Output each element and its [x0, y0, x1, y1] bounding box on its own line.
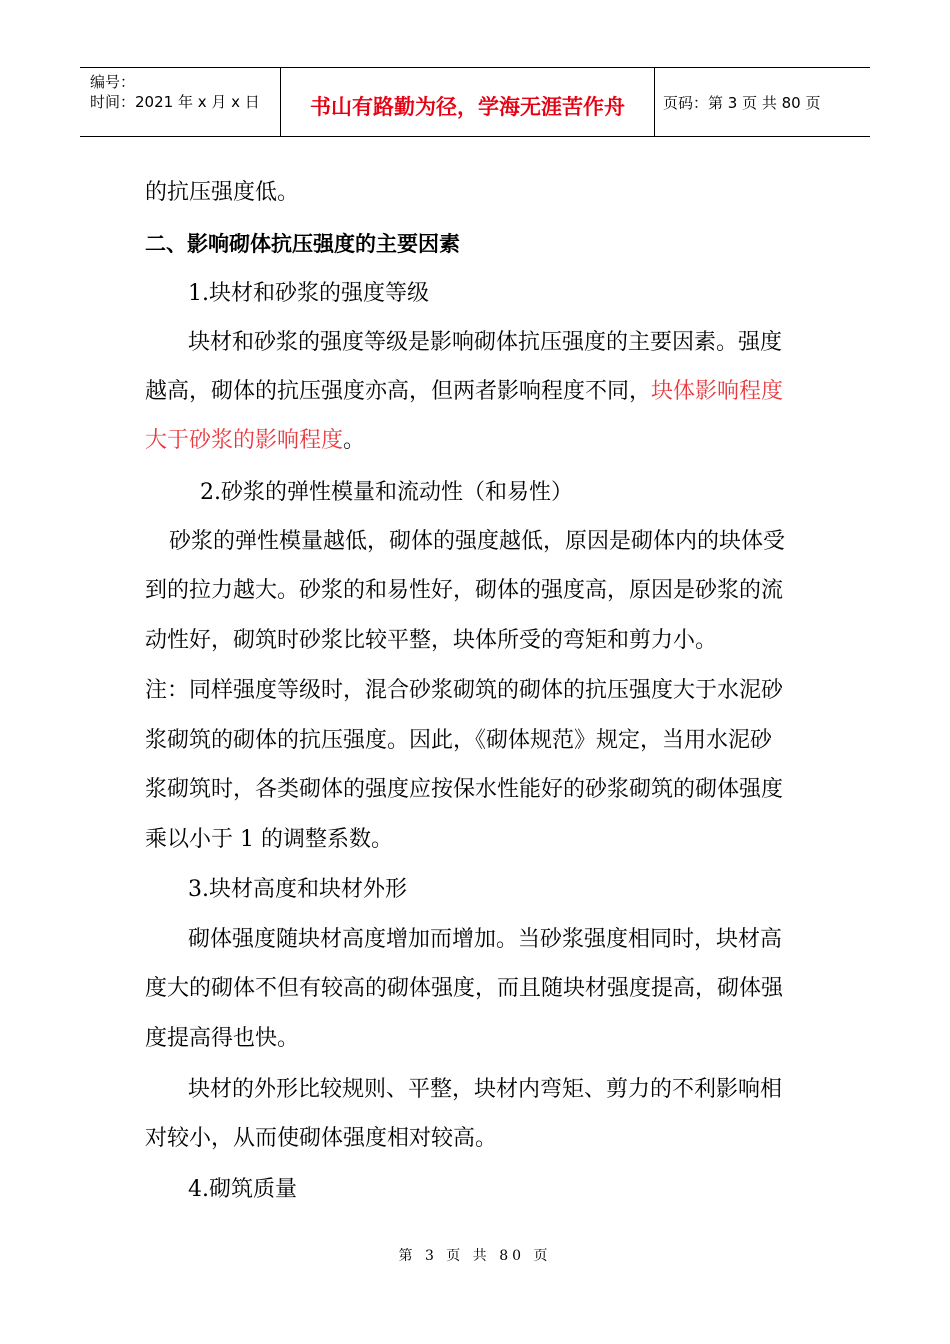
paragraph-line: 的抗压强度低。 — [145, 180, 300, 205]
paragraph-line: 砂浆的弹性模量越低，砌体的强度越低，原因是砌体内的块体受 — [169, 529, 786, 554]
doc-number-label: 编号： — [90, 73, 136, 91]
paragraph-line: 度大的砌体不但有较高的砌体强度，而且随块材强度提高，砌体强 — [145, 976, 784, 1001]
header-right-cell — [655, 68, 870, 136]
paragraph-line: 动性好，砌筑时砂浆比较平整，块体所受的弯矩和剪力小。 — [145, 628, 718, 653]
date-label: 时间：2021 年 x 月 x 日 — [90, 93, 260, 111]
subsection-title-1: 1.块材和砂浆的强度等级 — [188, 281, 429, 306]
note-line: 乘以小于 1 的调整系数。 — [145, 827, 393, 852]
paragraph-line: 块材和砂浆的强度等级是影响砌体抗压强度的主要因素。强度 — [188, 330, 783, 355]
paragraph-line: 到的拉力越大。砂浆的和易性好，砌体的强度高，原因是砂浆的流 — [145, 578, 784, 603]
paragraph-line: 砌体强度随块材高度增加而增加。当砂浆强度相同时，块材高 — [188, 927, 783, 952]
highlighted-text: 块体影响程度 — [651, 379, 784, 404]
page-header — [80, 67, 870, 137]
highlighted-text: 大于砂浆的影响程度 — [145, 428, 344, 453]
header-middle-cell — [281, 68, 655, 136]
subsection-title-3: 3.块材高度和块材外形 — [188, 877, 407, 902]
paragraph-text: 越高，砌体的抗压强度亦高，但两者影响程度不同， — [145, 379, 652, 404]
paragraph-line — [145, 377, 783, 407]
header-motto: 书山有路勤为径，学海无涯苦作舟 — [310, 95, 625, 119]
subsection-title-2: 2.砂浆的弹性模量和流动性（和易性） — [200, 480, 573, 505]
page-footer: 第 3 页 共 80 页 — [398, 1248, 552, 1264]
subsection-title-4: 4.砌筑质量 — [188, 1177, 297, 1202]
header-page-info: 页码：第 3 页 共 80 页 — [663, 94, 821, 112]
section-heading: 二、影响砌体抗压强度的主要因素 — [145, 232, 460, 256]
paragraph-line: 块材的外形比较规则、平整，块材内弯矩、剪力的不利影响相 — [188, 1077, 783, 1102]
paragraph-line: 对较小，从而使砌体强度相对较高。 — [145, 1126, 498, 1151]
paragraph-line: 度提高得也快。 — [145, 1026, 300, 1051]
paragraph-line — [145, 426, 365, 456]
note-line: 注：同样强度等级时，混合砂浆砌筑的砌体的抗压强度大于水泥砂 — [145, 678, 784, 703]
header-left-cell — [80, 68, 281, 136]
note-line: 浆砌筑时，各类砌体的强度应按保水性能好的砂浆砌筑的砌体强度 — [145, 777, 784, 802]
paragraph-text: 。 — [343, 428, 366, 453]
note-line: 浆砌筑的砌体的抗压强度。因此，《砌体规范》规定，当用水泥砂 — [145, 728, 773, 753]
